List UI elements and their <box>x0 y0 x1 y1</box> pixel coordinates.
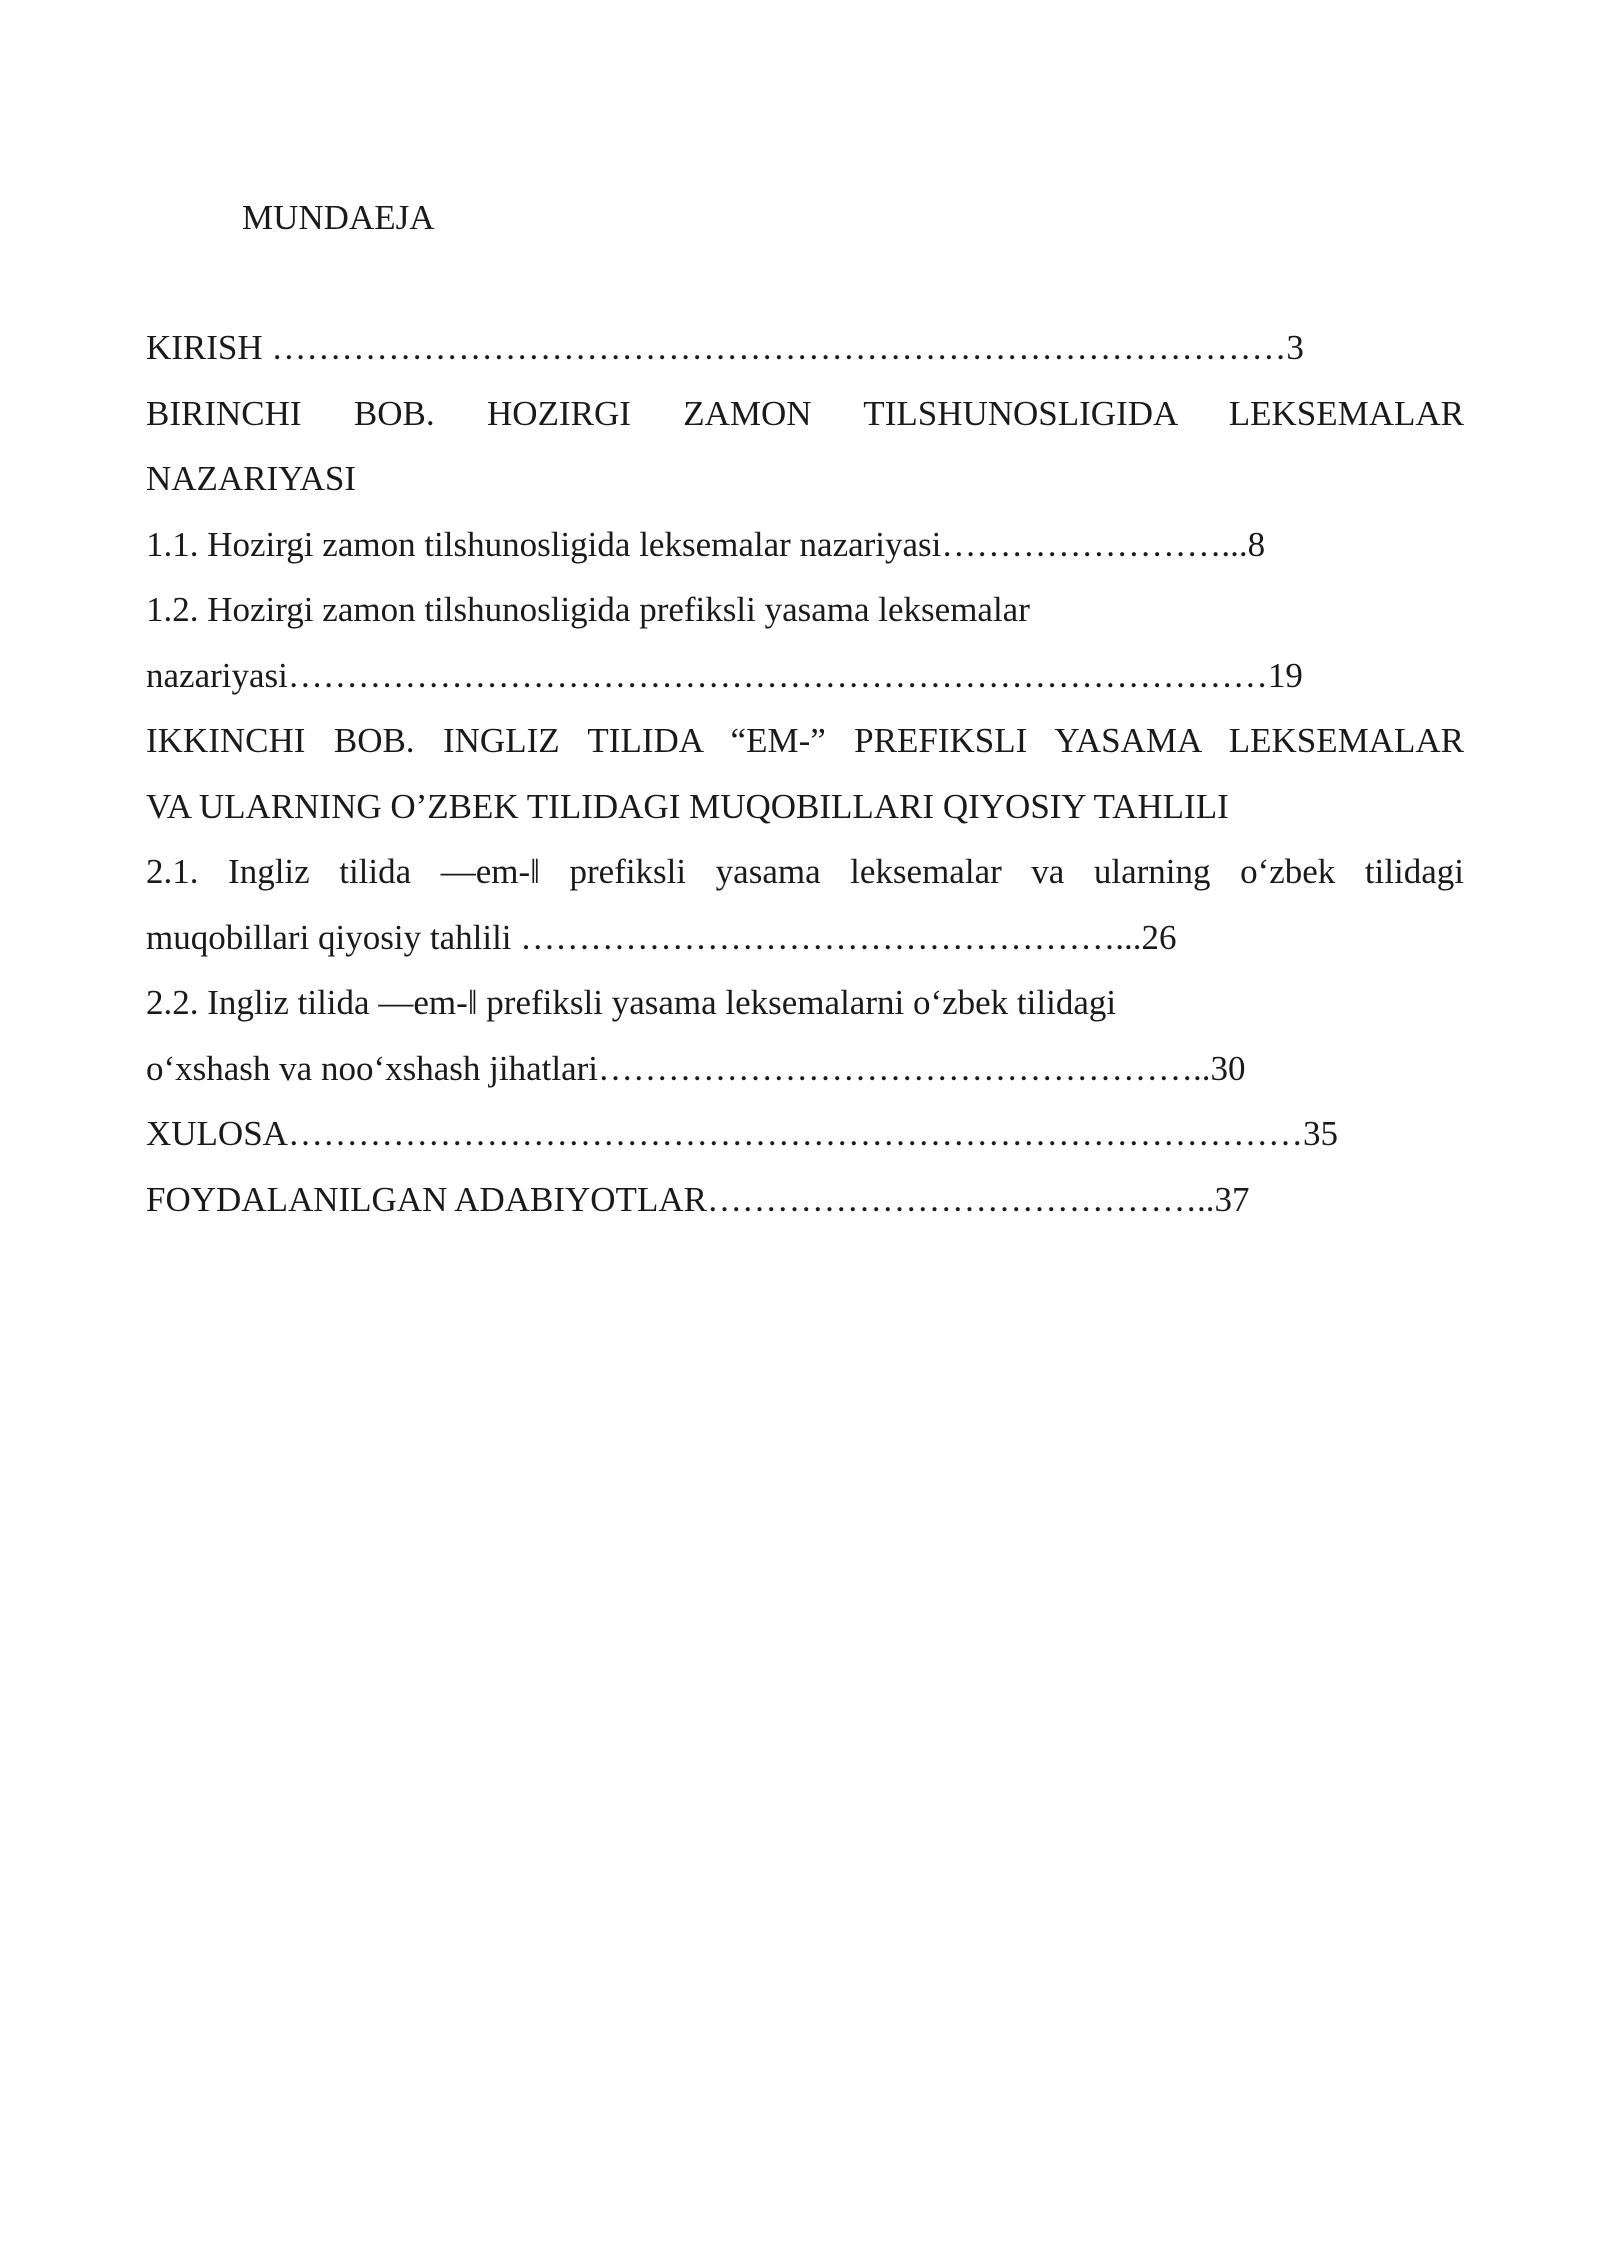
toc-chapter-1-heading: BIRINCHI BOB. HOZIRGI ZAMON TILSHUNOSLIGIDA LEKSEMALAR <box>146 393 1464 433</box>
toc-chapter-2-heading: IKKINCHI BOB. INGLIZ TILIDA “EM-” PREFIKSLI YASAMA LEKSEMALAR <box>146 721 1464 760</box>
toc-entry-adabiyotlar: FOYDALANILGAN ADABIYOTLAR……………………………………..37 <box>146 1179 1250 1219</box>
toc-entry-1-1: 1.1. Hozirgi zamon tilshunosligida leksemalar nazariyasi……………………...8 <box>146 524 1266 564</box>
toc-entry-1-2-cont: nazariyasi…………………………………………………………………………19 <box>146 655 1303 695</box>
toc-entry-kirish: KIRISH ……………………………………………………………………………3 <box>146 328 1304 367</box>
toc-chapter-2-heading-cont: VA ULARNING O’ZBEK TILIDAGI MUQOBILLARI QIYOSIY TAHLILI <box>146 786 1229 826</box>
toc-entry-1-2: 1.2. Hozirgi zamon tilshunosligida prefiksli yasama leksemalar <box>146 590 1030 629</box>
table-of-contents <box>146 326 1464 1243</box>
toc-chapter-1-heading-cont: NAZARIYASI <box>146 459 356 498</box>
toc-entry-2-1-cont: muqobillari qiyosiy tahlili ……………………………………………...26 <box>146 917 1177 957</box>
toc-entry-2-1: 2.1. Ingliz tilida ―em-‖ prefiksli yasama leksemalar va ularning o‘zbek tilidagi <box>146 852 1464 891</box>
toc-title: MUNDAEJA <box>242 198 435 237</box>
toc-entry-xulosa: XULOSA……………………………………………………………………………35 <box>146 1114 1338 1153</box>
toc-entry-2-2-cont: o‘xshash va noo‘xshash jihatlari……………………………………………..30 <box>146 1048 1246 1088</box>
toc-entry-2-2: 2.2. Ingliz tilida ―em-‖ prefiksli yasama leksemalarni o‘zbek tilidagi <box>146 983 1117 1022</box>
